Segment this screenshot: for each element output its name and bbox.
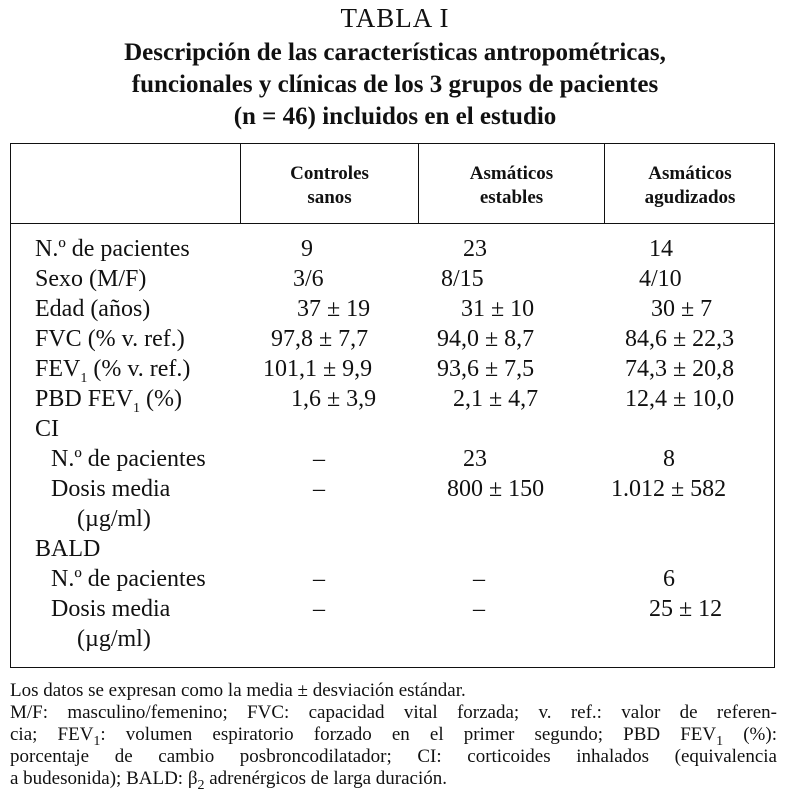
table-cell: 1,6 ± 3,9 xyxy=(291,386,377,412)
table-cell: 84,6 ± 22,3 xyxy=(625,326,735,352)
row-label: Dosis media xyxy=(51,476,171,502)
footnote-line: cia; $FEV_1$: volumen espiratorio forzado en el primer segundo; PBD $FEV_1$ (%): xyxy=(10,724,777,749)
table-cell: 94,0 ± 8,7 xyxy=(437,326,535,352)
table-caption-line-3: (n = 46) incluidos en el estudio xyxy=(233,103,557,130)
column-header-line: agudizados xyxy=(644,187,736,208)
table-cell: 8 xyxy=(663,446,675,472)
row-label: Edad (años) xyxy=(35,296,151,322)
table-cell: 2,1 ± 4,7 xyxy=(453,386,539,412)
footnote-line: a budesonida); BALD: $\beta_2$ adrenérgicos de larga duración. xyxy=(10,768,448,793)
row-label-unit: (µg/ml) xyxy=(77,626,151,652)
footnote-line: Los datos se expresan como la media ± desviación estándar. xyxy=(10,680,466,701)
data-table xyxy=(10,143,775,668)
table-cell: – xyxy=(313,446,325,472)
table-cell: – xyxy=(313,566,325,592)
table-cell: 14 xyxy=(649,236,673,262)
column-header-line: sanos xyxy=(307,187,352,208)
table-cell: 97,8 ± 7,7 xyxy=(271,326,369,352)
table-cell: 3/6 xyxy=(293,266,324,292)
table-cell: 23 xyxy=(463,236,487,262)
table-cell: 12,4 ± 10,0 xyxy=(625,386,735,412)
table-cell: 74,3 ± 20,8 xyxy=(625,356,735,382)
row-label: $FEV_1$ (% v. ref.) xyxy=(35,356,191,386)
column-header-line: estables xyxy=(479,187,544,208)
table-caption-line-1: Descripción de las características antropométricas, xyxy=(124,39,666,66)
table-cell: 101,1 ± 9,9 xyxy=(263,356,373,382)
row-label: Sexo (M/F) xyxy=(35,266,147,292)
section-label-ci: CI xyxy=(35,416,59,442)
row-label-unit: (µg/ml) xyxy=(77,506,151,532)
table-cell: 37 ± 19 xyxy=(297,296,371,322)
column-header-estables xyxy=(419,162,604,210)
header-divider xyxy=(11,223,774,224)
table-title: TABLA I xyxy=(340,3,450,33)
table-cell: 30 ± 7 xyxy=(651,296,713,322)
table-cell: 25 ± 12 xyxy=(649,596,723,622)
section-label-bald: BALD xyxy=(35,536,101,562)
row-label: N.º de pacientes xyxy=(35,236,190,262)
row-label: PBD $FEV_1$ (%) xyxy=(35,386,183,416)
table-cell: 9 xyxy=(301,236,313,262)
table-cell: 4/10 xyxy=(639,266,682,292)
table-cell: 800 ± 150 xyxy=(447,476,545,502)
table-cell: 93,6 ± 7,5 xyxy=(437,356,535,382)
row-label: Dosis media xyxy=(51,596,171,622)
footnote-line: M/F: masculino/femenino; FVC: capacidad vital forzada; v. ref.: valor de referen- xyxy=(10,702,777,723)
row-label: N.º de pacientes xyxy=(51,446,206,472)
table-cell: 1.012 ± 582 xyxy=(611,476,727,502)
row-label: FVC (% v. ref.) xyxy=(35,326,185,352)
column-header-line: Asmáticos xyxy=(469,163,554,184)
column-header-controles xyxy=(241,162,418,210)
table-cell: 31 ± 10 xyxy=(461,296,535,322)
table-cell: – xyxy=(313,476,325,502)
row-label: N.º de pacientes xyxy=(51,566,206,592)
table-cell: 23 xyxy=(463,446,487,472)
footnote-line: porcentaje de cambio posbroncodilatador; CI: corticoides inhalados (equivalencia xyxy=(10,746,777,767)
table-caption-line-2: funcionales y clínicas de los 3 grupos de pacientes xyxy=(131,71,659,98)
table-cell: 8/15 xyxy=(441,266,484,292)
column-header-agudizados xyxy=(605,162,775,210)
table-cell: 6 xyxy=(663,566,675,592)
table-cell: – xyxy=(473,566,485,592)
table-cell: – xyxy=(313,596,325,622)
table-cell: – xyxy=(473,596,485,622)
column-header-line: Controles xyxy=(290,163,369,184)
column-header-line: Asmáticos xyxy=(648,163,732,184)
